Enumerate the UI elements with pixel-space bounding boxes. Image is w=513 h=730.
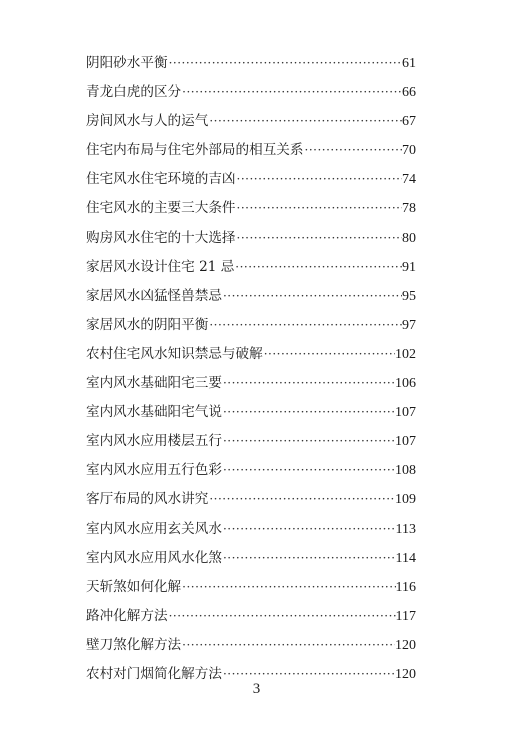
toc-leader-dots: [222, 427, 395, 456]
toc-leader-dots: [222, 369, 395, 398]
toc-entry-title: 室内风水应用五行色彩: [86, 462, 222, 479]
toc-entry-page: 80: [402, 230, 416, 246]
toc-entry-title: 农村住宅风水知识禁忌与破解: [86, 345, 263, 362]
toc-entry-title: 路冲化解方法: [86, 607, 168, 624]
toc-entry-page: 113: [395, 521, 416, 537]
toc-entry-page: 102: [395, 346, 416, 362]
toc-leader-dots: [222, 398, 395, 427]
toc-leader-dots: [263, 340, 395, 369]
toc-entry-page: 70: [402, 143, 416, 159]
toc-entry-title: 阴阳砂水平衡: [86, 55, 168, 71]
toc-entry-page: 116: [395, 579, 416, 595]
toc-entry: [86, 107, 416, 136]
toc-entry: [86, 340, 416, 369]
toc-entry-page: 91: [402, 259, 416, 275]
toc-entry-page: 74: [402, 172, 416, 188]
toc-entry-title: 家居风水的阴阳平衡: [86, 316, 209, 333]
toc-entry-page: 107: [395, 405, 416, 421]
toc-entry-title: 住宅风水的主要三大条件: [86, 200, 236, 217]
toc-entry: [86, 631, 416, 660]
toc-entry-title: 购房风水住宅的十大选择: [86, 229, 236, 246]
toc-entry: [86, 456, 416, 485]
toc-entry-page: 114: [395, 550, 416, 566]
toc-entry-page: 120: [395, 637, 416, 653]
toc-leader-dots: [208, 311, 402, 340]
toc-entry-page: 78: [402, 201, 416, 217]
toc-entry-title: 室内风水应用玄关风水: [86, 520, 222, 537]
toc-leader-dots: [234, 253, 402, 282]
toc-entry: [86, 224, 416, 253]
page-number: 3: [252, 681, 261, 697]
toc-entry: [86, 49, 416, 78]
toc-entry-title: 天斩煞如何化解: [86, 578, 182, 595]
toc-leader-dots: [236, 165, 402, 194]
toc-leader-dots: [208, 485, 395, 514]
toc-entry: [86, 194, 416, 223]
toc-leader-dots: [168, 602, 396, 631]
toc-entry-title: 室内风水基础阳宅气说: [86, 404, 222, 421]
toc-entry-title: 青龙白虎的区分: [86, 84, 182, 101]
toc-entry-title: 壁刀煞化解方法: [86, 636, 182, 653]
toc-leader-dots: [181, 631, 395, 660]
toc-entry: [86, 282, 416, 311]
toc-entry: [86, 253, 416, 282]
toc-leader-dots: [181, 78, 402, 107]
toc-entry-title: 农村对门烟简化解方法: [86, 665, 222, 682]
toc-entry-title: 家居风水设计住宅 21 忌: [86, 258, 235, 275]
toc-entry-title: 房间风水与人的运气: [86, 113, 209, 130]
toc-entry: [86, 369, 416, 398]
toc-entry-page: 120: [395, 666, 416, 682]
toc-leader-dots: [222, 544, 396, 573]
toc-entry: [86, 544, 416, 573]
toc-entry-title: 室内风水基础阳宅三要: [86, 375, 222, 392]
toc-leader-dots: [168, 49, 402, 78]
toc-leader-dots: [236, 224, 402, 253]
toc-entry: [86, 573, 416, 602]
toc-entry: [86, 78, 416, 107]
toc-entry-page: 95: [402, 288, 416, 304]
toc-entry: [86, 427, 416, 456]
table-of-contents: [86, 49, 416, 689]
toc-leader-dots: [222, 282, 402, 311]
toc-leader-dots: [222, 515, 396, 544]
toc-entry-page: 106: [395, 376, 416, 392]
toc-entry-page: 109: [395, 492, 416, 508]
toc-entry-page: 97: [402, 317, 416, 333]
toc-leader-dots: [304, 136, 403, 165]
toc-entry-title: 住宅内布局与住宅外部局的相互关系: [86, 142, 304, 159]
toc-entry-page: 67: [402, 114, 416, 130]
toc-entry-title: 室内风水应用楼层五行: [86, 433, 222, 450]
toc-entry-page: 117: [395, 608, 416, 624]
toc-entry: [86, 515, 416, 544]
toc-entry: [86, 136, 416, 165]
toc-leader-dots: [181, 573, 395, 602]
toc-entry-title: 住宅风水住宅环境的吉凶: [86, 171, 236, 188]
toc-entry-page: 66: [402, 85, 416, 101]
toc-entry: [86, 485, 416, 514]
toc-leader-dots: [222, 456, 395, 485]
toc-entry-title: 室内风水应用风水化煞: [86, 549, 222, 566]
toc-entry: [86, 602, 416, 631]
toc-entry-page: 107: [395, 434, 416, 450]
toc-entry-page: 108: [395, 463, 416, 479]
toc-leader-dots: [236, 194, 402, 223]
toc-entry-title: 客厅布局的风水讲究: [86, 491, 209, 508]
toc-entry-page: 61: [402, 56, 416, 71]
toc-entry: [86, 311, 416, 340]
toc-entry-title: 家居风水凶猛怪兽禁忌: [86, 287, 222, 304]
toc-leader-dots: [208, 107, 402, 136]
toc-entry: [86, 165, 416, 194]
toc-entry: [86, 398, 416, 427]
